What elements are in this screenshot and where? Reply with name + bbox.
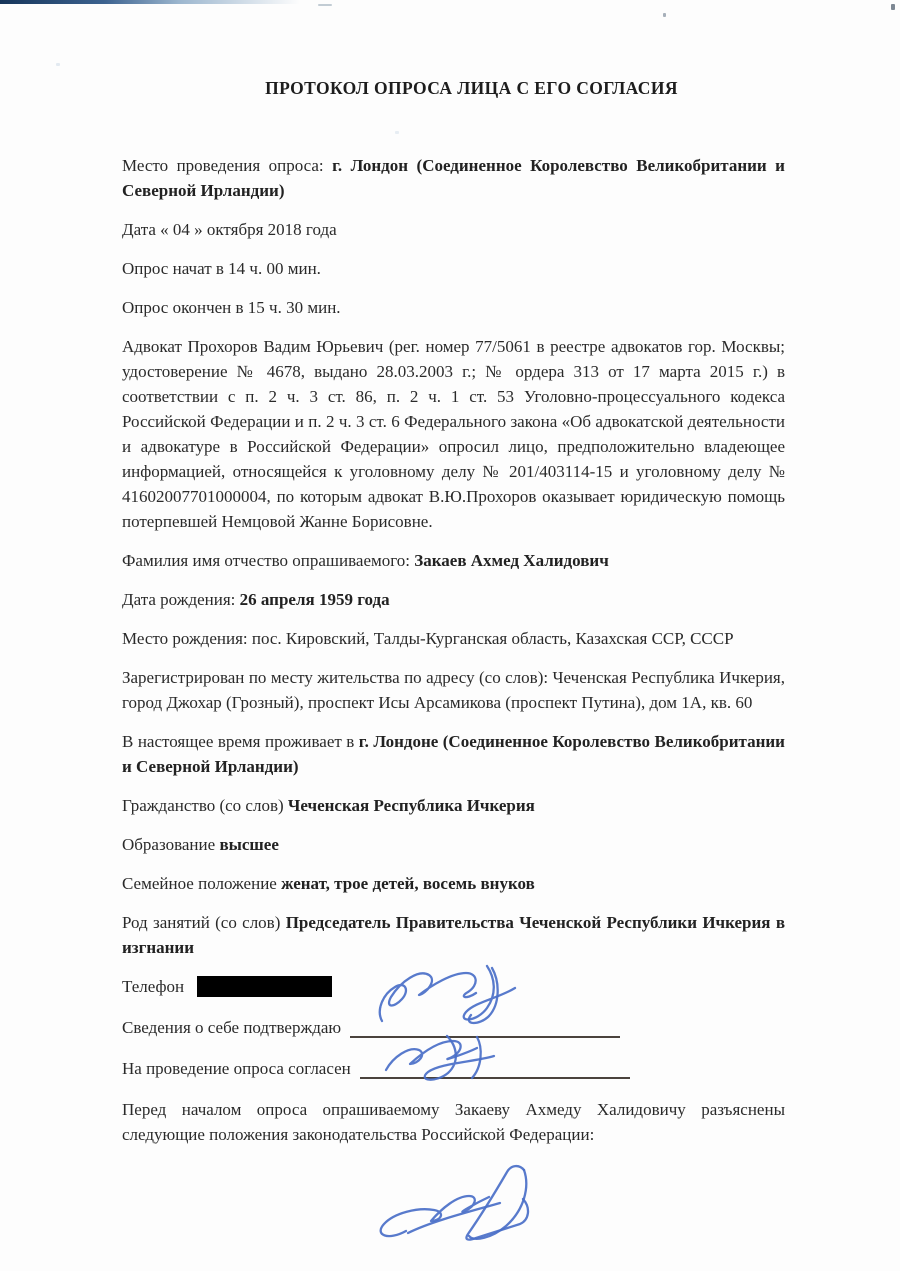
field-interview-end: Опрос окончен в 15 ч. 30 мин. (122, 298, 341, 317)
field-interviewee-name (122, 548, 785, 573)
field-registered-address: Зарегистрирован по месту жительства по адресу (со слов): Чеченская Республика Ичкерия, город Джохар (Грозный), проспект Исы Арсамикова (проспект Путина), дом 1А, кв. 60 (122, 668, 785, 712)
field-citizenship (122, 793, 785, 818)
field-place-value: г. Лондон (Соединенное Королевство Великобритании и Северной Ирландии) (122, 156, 785, 200)
field-place-label: Место проведения опроса: (122, 156, 333, 175)
phone-redaction-box (197, 976, 332, 997)
signature-line-consent (360, 1058, 630, 1079)
confirmation-label: Сведения о себе подтверждаю (122, 1018, 342, 1037)
signature-line-confirmation (350, 1017, 620, 1038)
field-name-label: Фамилия имя отчество опрашиваемого: (122, 551, 415, 570)
field-birth-date-value: 26 апреля 1959 года (239, 590, 390, 609)
signature-ink-3 (372, 1163, 564, 1249)
field-birth-place: Место рождения: пос. Кировский, Талды-Курганская область, Казахская ССР, СССР (122, 629, 734, 648)
document-title: ПРОТОКОЛ ОПРОСА ЛИЦА С ЕГО СОГЛАСИЯ (265, 78, 678, 98)
field-education-label: Образование (122, 835, 220, 854)
field-residence-value: г. Лондоне (Соединенное Королевство Великобритании и Северной Ирландии) (122, 732, 785, 776)
field-education (122, 832, 785, 857)
field-interview-start: Опрос начат в 14 ч. 00 мин. (122, 259, 321, 278)
field-phone-label: Телефон (122, 977, 185, 996)
field-consent (122, 1056, 785, 1081)
field-phone (122, 974, 785, 999)
scan-speck (56, 63, 60, 66)
lawyer-paragraph: Адвокат Прохоров Вадим Юрьевич (рег. номер 77/5061 в реестре адвокатов гор. Москвы; удостоверение № 4678, выдано 28.03.2003 г.; № ордера 313 от 17 марта 2015 г.) в соответствии с п. 2 ч. 3 ст. 86, п. 2 ч. 1 ст. 53 Уголовно-процессуального кодекса Российской Федерации и п. 2 ч. 3 ст. 6 Федерального закона «Об адвокатской деятельности и адвокатуре в Российской Федерации» опросил лицо, предположительно владеющее информацией, относящейся к уголовному делу № 201/403114-15 и уголовному делу № 41602007701000004, по которым адвокат В.Ю.Прохоров оказывает юридическую помощь потерпевшей Немцовой Жанне Борисовне. (122, 337, 785, 531)
field-confirmation (122, 1015, 785, 1040)
field-place-of-interview (122, 153, 785, 203)
field-citizenship-value: Чеченская Республика Ичкерия (287, 796, 535, 815)
field-family-status (122, 871, 785, 896)
field-family-value: женат, трое детей, восемь внуков (281, 874, 535, 893)
signature-block (122, 1161, 785, 1251)
consent-label: На проведение опроса согласен (122, 1059, 351, 1078)
field-education-value: высшее (219, 835, 279, 854)
field-family-label: Семейное положение (122, 874, 282, 893)
scan-speck (891, 4, 895, 10)
field-birth-date (122, 587, 785, 612)
field-occupation (122, 910, 785, 960)
field-name-value: Закаев Ахмед Халидович (414, 551, 609, 570)
scan-speck (318, 4, 332, 6)
field-residence-label: В настоящее время проживает в (122, 732, 359, 751)
scan-artifact-top-edge (0, 0, 300, 4)
field-occupation-label: Род занятий (со слов) (122, 913, 286, 932)
scan-speck (395, 131, 399, 134)
scan-speck (663, 13, 666, 17)
field-birth-date-label: Дата рождения: (122, 590, 240, 609)
field-current-residence (122, 729, 785, 779)
closing-paragraph: Перед началом опроса опрашиваемому Закаеву Ахмеду Халидовичу разъяснены следующие положения законодательства Российской Федерации: (122, 1100, 785, 1144)
field-citizenship-label: Гражданство (со слов) (122, 796, 288, 815)
field-date: Дата « 04 » октября 2018 года (122, 220, 337, 239)
field-occupation-value: Председатель Правительства Чеченской Республики Ичкерия в изгнании (122, 913, 785, 957)
